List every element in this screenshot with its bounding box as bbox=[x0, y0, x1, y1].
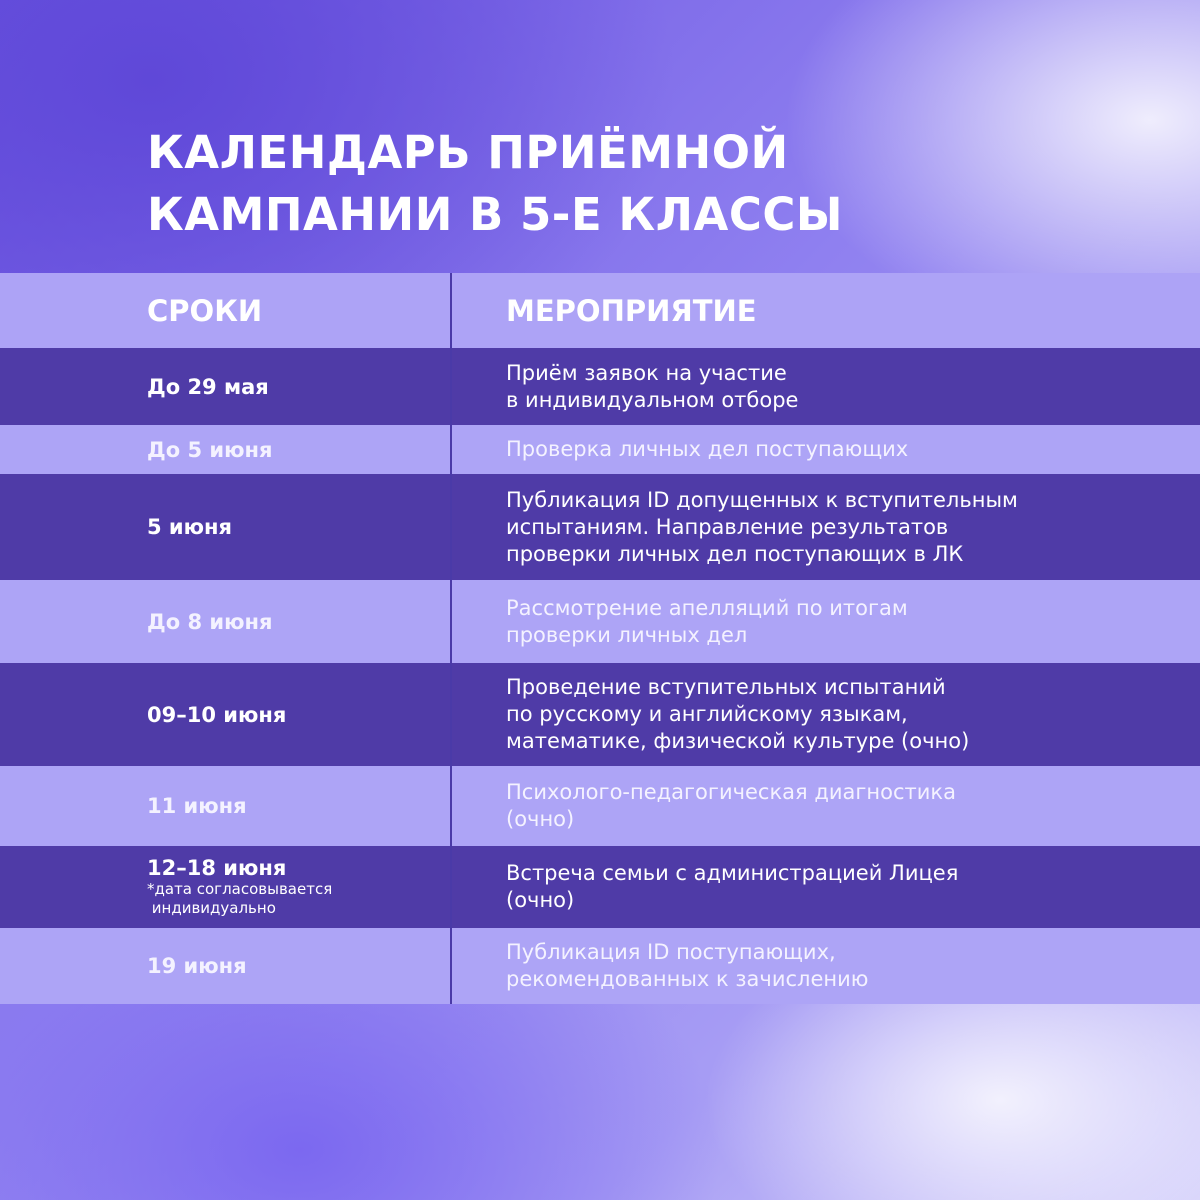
schedule-table bbox=[0, 273, 1200, 1004]
row-event-line: испытаниям. Направление результатов bbox=[506, 514, 949, 539]
row-event bbox=[506, 674, 1200, 755]
table-row bbox=[0, 474, 1200, 580]
row-event-line: проверки личных дел поступающих в ЛК bbox=[506, 541, 964, 566]
row-event bbox=[506, 860, 1200, 914]
table-row bbox=[0, 766, 1200, 846]
table-row bbox=[0, 348, 1200, 425]
table-row bbox=[0, 580, 1200, 663]
page-title bbox=[147, 122, 843, 246]
table-row bbox=[0, 846, 1200, 928]
row-event-line: по русскому и английскому языкам, bbox=[506, 702, 908, 726]
row-date: 09–10 июня bbox=[147, 702, 287, 727]
row-date: До 5 июня bbox=[147, 437, 273, 462]
row-date: До 29 мая bbox=[147, 374, 269, 399]
title-line-1: КАЛЕНДАРЬ ПРИЁМНОЙ bbox=[147, 126, 789, 179]
row-event-line: Публикация ID допущенных к вступительным bbox=[506, 487, 1018, 512]
row-event bbox=[506, 487, 1200, 568]
header-dates: СРОКИ bbox=[147, 293, 263, 328]
row-date: 5 июня bbox=[147, 515, 233, 539]
row-event bbox=[506, 779, 1200, 833]
row-event-line: Проведение вступительных испытаний bbox=[506, 675, 946, 699]
row-event-line: рекомендованных к зачислению bbox=[506, 967, 869, 991]
row-event bbox=[506, 939, 1200, 993]
row-event-line: математике, физической культуре (очно) bbox=[506, 729, 970, 753]
row-event-line: Проверка личных дел поступающих bbox=[506, 437, 909, 461]
table-header bbox=[0, 273, 1200, 348]
table-row bbox=[0, 663, 1200, 766]
row-event-line: Приём заявок на участие bbox=[506, 360, 787, 385]
row-date: 11 июня bbox=[147, 794, 247, 818]
row-event bbox=[506, 595, 1200, 649]
row-event-line: Публикация ID поступающих, bbox=[506, 940, 836, 964]
row-event-line: проверки личных дел bbox=[506, 622, 748, 647]
row-date-note: *дата согласовывается bbox=[147, 880, 333, 898]
row-event-line: Психолого-педагогическая диагностика bbox=[506, 780, 956, 804]
row-event-line: (очно) bbox=[506, 807, 575, 831]
row-date-note: индивидуально bbox=[147, 899, 276, 917]
row-date: До 8 июня bbox=[147, 609, 273, 634]
row-date: 19 июня bbox=[147, 954, 247, 978]
row-event-line: в индивидуальном отборе bbox=[506, 387, 799, 412]
title-line-2: КАМПАНИИ В 5-Е КЛАССЫ bbox=[147, 188, 844, 241]
row-event-line: Рассмотрение апелляций по итогам bbox=[506, 595, 908, 620]
table-row bbox=[0, 425, 1200, 474]
row-date: 12–18 июня bbox=[147, 856, 287, 880]
row-event-line: (очно) bbox=[506, 888, 575, 912]
row-event bbox=[506, 360, 1200, 414]
row-event bbox=[506, 436, 1200, 463]
header-event: МЕРОПРИЯТИЕ bbox=[450, 273, 1200, 348]
table-row bbox=[0, 928, 1200, 1004]
row-event-line: Встреча семьи с администрацией Лицея bbox=[506, 861, 959, 885]
